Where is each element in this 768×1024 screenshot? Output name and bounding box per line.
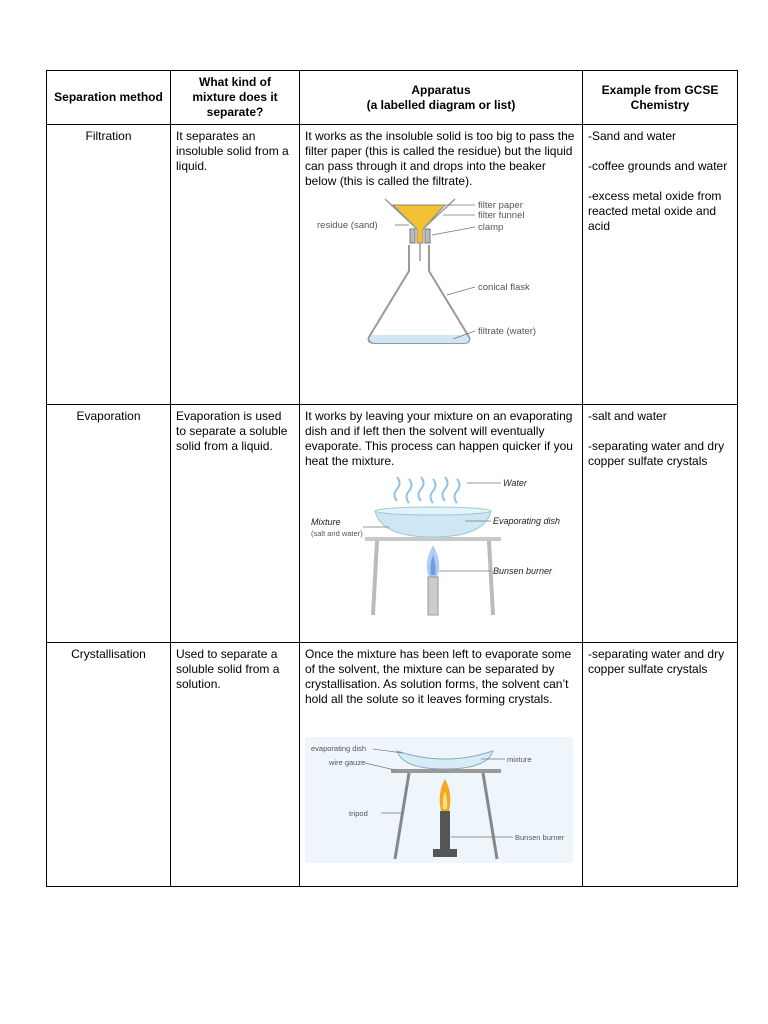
apparatus-text: It works by leaving your mixture on an evaporating dish and if left then the solvent will eventually evaporate. This process can happen quicker if you heat the mixture. [305, 409, 573, 468]
label-mixture: mixture [507, 755, 532, 764]
header-example: Example from GCSE Chemistry [583, 71, 738, 125]
apparatus-evaporation [300, 405, 583, 643]
label-residue: residue (sand) [317, 220, 378, 231]
mixture-filtration: It separates an insoluble solid from a liquid. [171, 125, 300, 405]
table-row [47, 643, 738, 887]
method-evaporation: Evaporation [47, 405, 171, 643]
header-method: Separation method [47, 71, 171, 125]
example-item: -Sand and water [588, 129, 677, 143]
example-item: -excess metal oxide from reacted metal oxide and acid [588, 189, 722, 233]
examples-filtration [583, 125, 738, 405]
label-evaporating-dish: evaporating dish [311, 744, 367, 753]
bunsen-burner-shape [440, 811, 450, 851]
label-filter-funnel: filter funnel [478, 210, 525, 221]
label-mixture: Mixture [311, 517, 341, 527]
apparatus-crystallisation [300, 643, 583, 887]
header-apparatus-subtitle: (a labelled diagram or list) [366, 97, 516, 112]
apparatus-text: Once the mixture has been left to evaporate some of the solvent, the mixture can be separated by crystallisation. As solution forms, the solvent can’t hold all the solute so it leaves forming crystals. [305, 647, 572, 706]
conical-flask-shape [369, 245, 470, 343]
label-filter-paper: filter paper [478, 200, 523, 211]
example-item: -coffee grounds and water [588, 159, 728, 173]
label-bunsen-burner: Bunsen burner [493, 566, 553, 576]
header-row [47, 71, 738, 125]
label-clamp: clamp [478, 222, 504, 233]
label-evaporating-dish: Evaporating dish [493, 516, 561, 526]
table-row [47, 405, 738, 643]
example-item: -separating water and dry copper sulfate crystals [588, 647, 725, 676]
example-item: -separating water and dry copper sulfate crystals [588, 439, 725, 468]
examples-crystallisation [583, 643, 738, 887]
label-mixture-sub: (salt and water) [311, 529, 363, 538]
crystallisation-diagram [305, 737, 573, 863]
evaporation-diagram [305, 475, 565, 620]
label-water: Water [503, 478, 527, 488]
apparatus-text: It works as the insoluble solid is too big to pass the filter paper (this is called the residue) but the liquid can pass through it and drops into the beaker below (this is called the filtrate). [305, 129, 575, 188]
example-item: -salt and water [588, 409, 667, 423]
label-conical-flask: conical flask [478, 282, 530, 293]
clamp-shape [410, 229, 415, 243]
bunsen-burner-shape [428, 577, 438, 615]
header-apparatus-title: Apparatus [411, 82, 471, 97]
table-row [47, 125, 738, 405]
method-crystallisation: Crystallisation [47, 643, 171, 887]
method-filtration: Filtration [47, 125, 171, 405]
separation-methods-table [46, 70, 738, 887]
mixture-crystallisation: Used to separate a soluble solid from a solution. [171, 643, 300, 887]
examples-evaporation [583, 405, 738, 643]
header-apparatus [300, 71, 583, 125]
filter-funnel-shape [393, 205, 445, 243]
filtration-diagram [305, 195, 555, 355]
label-tripod: tripod [349, 809, 368, 818]
label-wire-gauze: wire gauze [329, 758, 366, 767]
header-mixture: What kind of mixture does it separate? [171, 71, 300, 125]
water-vapour-shape [395, 477, 460, 503]
label-filtrate: filtrate (water) [478, 326, 537, 337]
label-bunsen-burner: Bunsen burner [515, 833, 565, 842]
apparatus-filtration [300, 125, 583, 405]
mixture-evaporation: Evaporation is used to separate a soluble solid from a liquid. [171, 405, 300, 643]
